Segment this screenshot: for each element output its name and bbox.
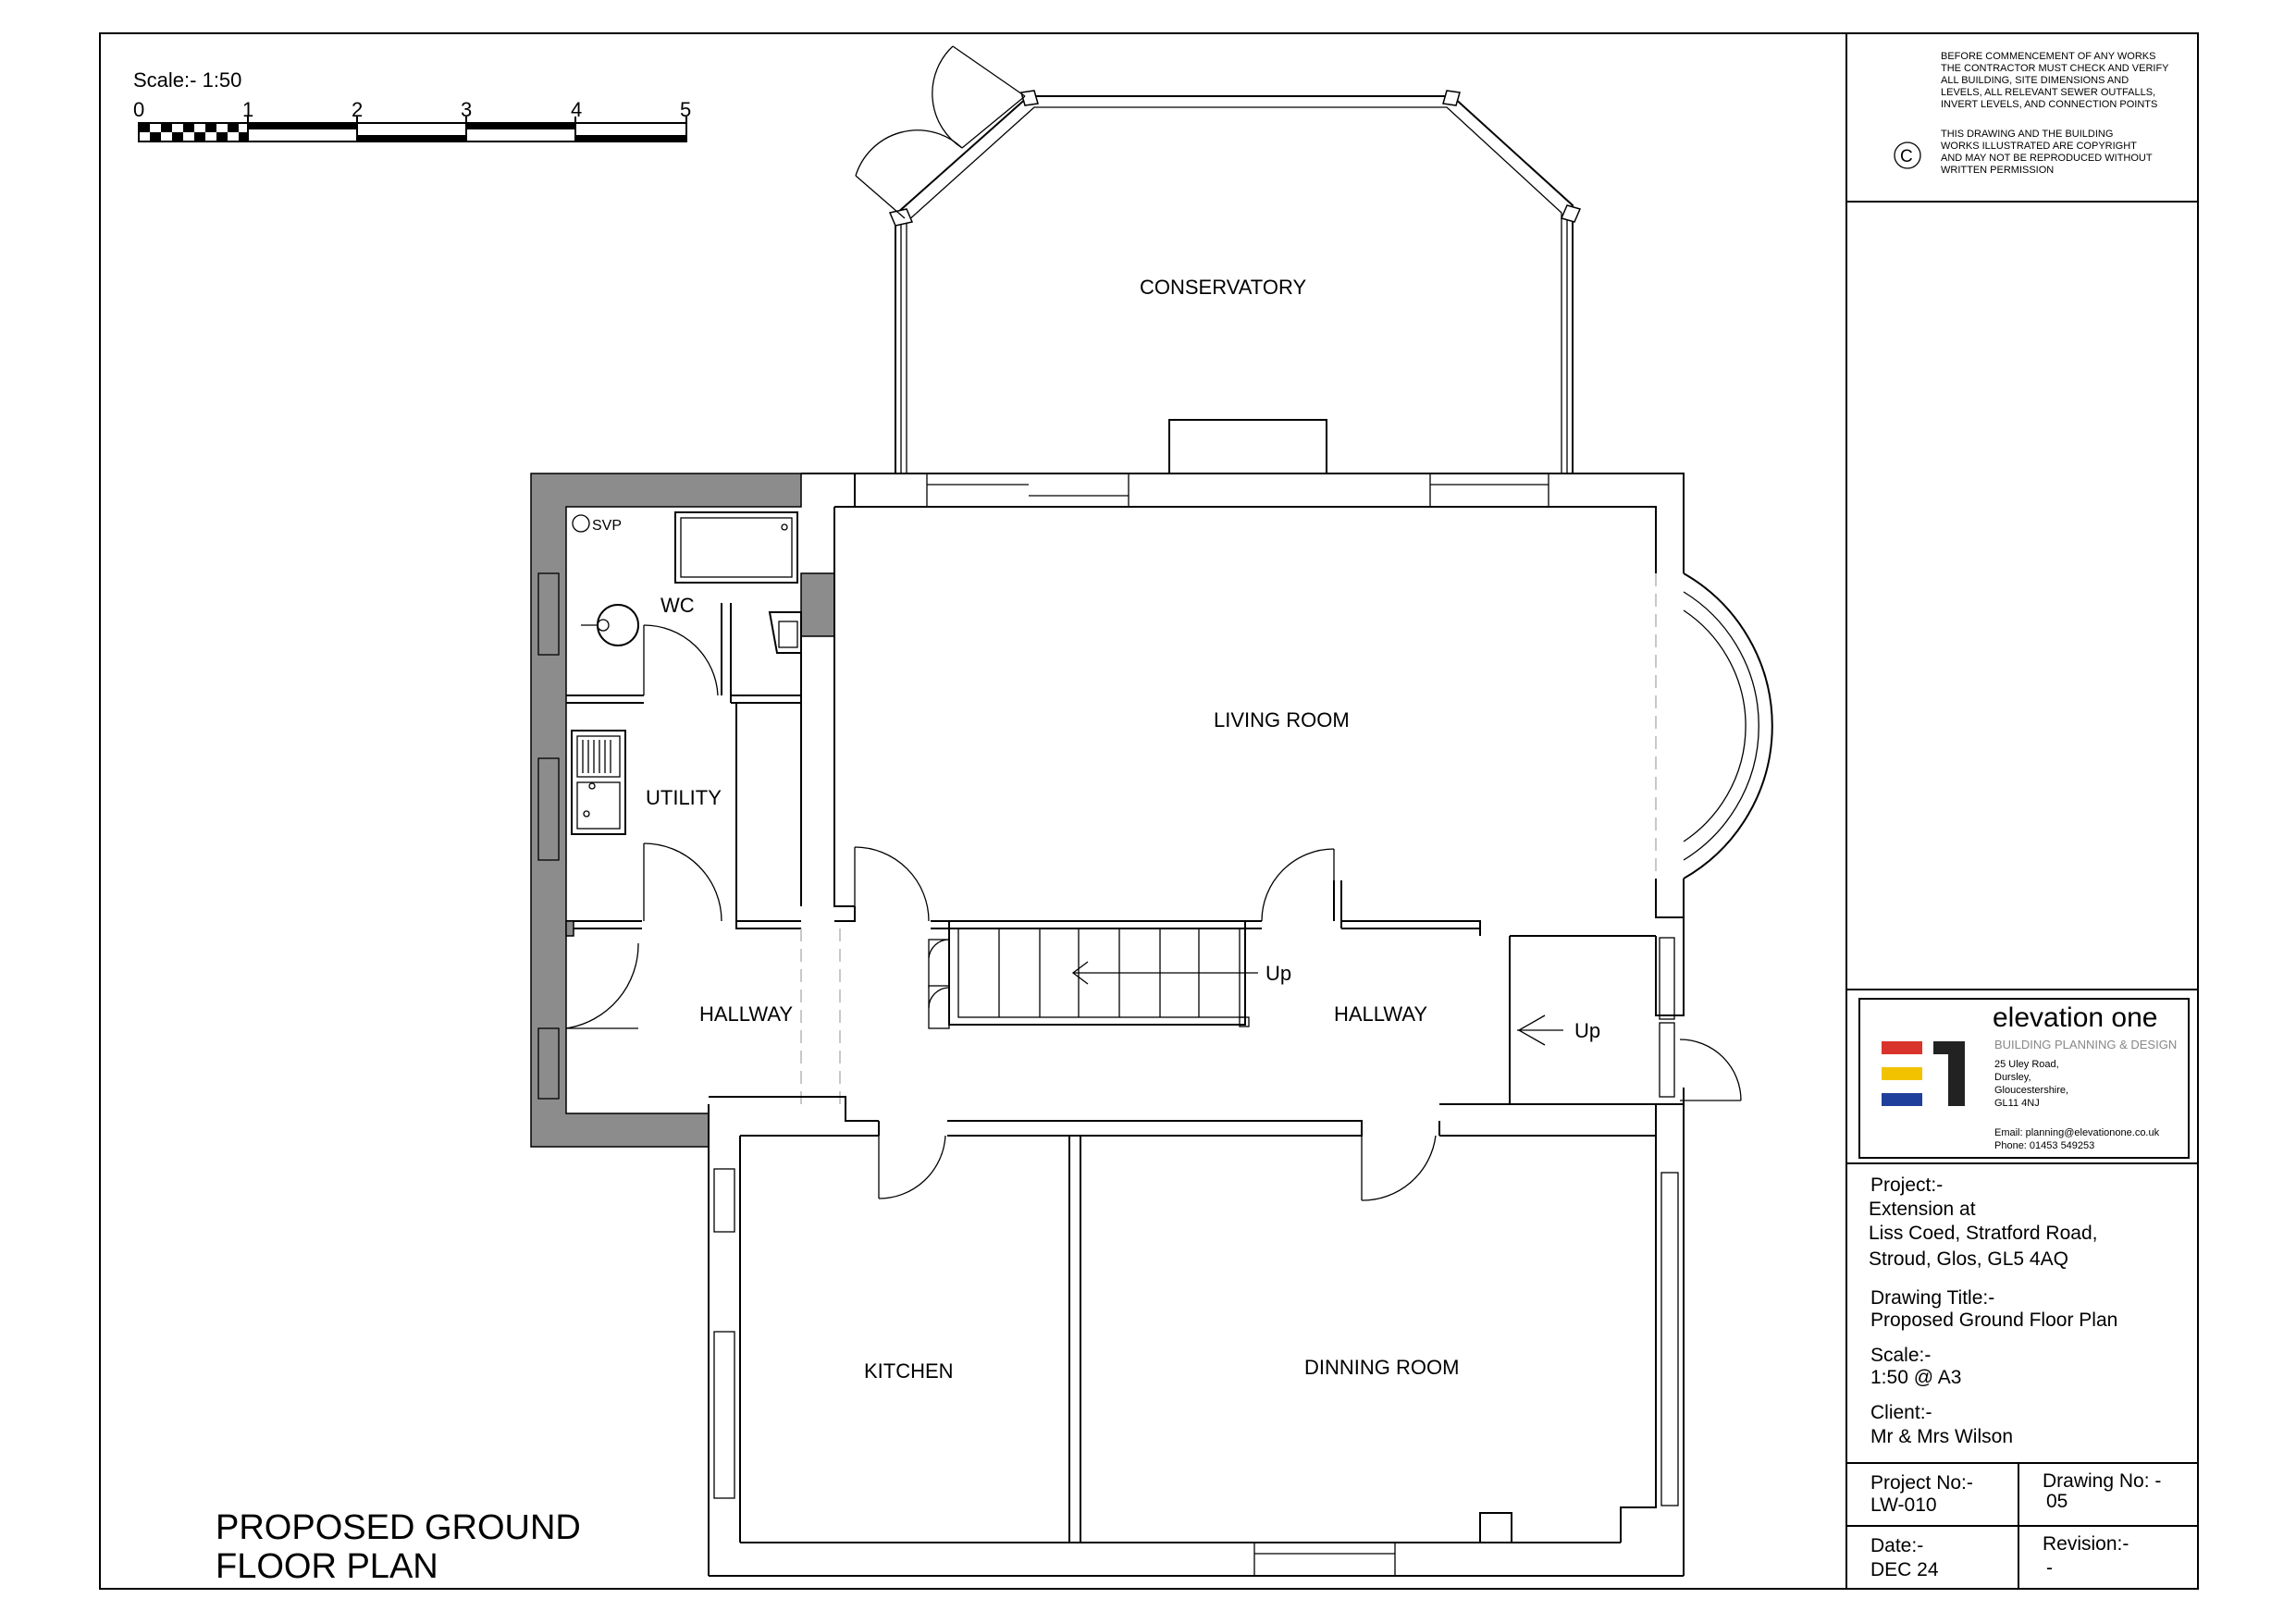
toilet-icon	[598, 605, 638, 646]
stair-up-label: Up	[1265, 962, 1292, 985]
company-tagline: BUILDING PLANNING & DESIGN	[1994, 1038, 2178, 1051]
drawing-title-line-2: FLOOR PLAN	[216, 1547, 438, 1586]
scale-label: Scale:-	[1870, 1345, 1932, 1366]
shower-tray-icon	[675, 512, 797, 583]
note-line: WORKS ILLUSTRATED ARE COPYRIGHT	[1941, 141, 2137, 152]
drawing-no-label: Drawing No: -	[2043, 1470, 2162, 1492]
room-label-living-room: LIVING ROOM	[1214, 708, 1350, 732]
scale-bar-label: Scale:- 1:50	[133, 68, 242, 92]
note-line: WRITTEN PERMISSION	[1941, 165, 2055, 176]
company-address-line: Dursley,	[1994, 1072, 2031, 1083]
copyright-symbol: C	[1900, 147, 1913, 166]
client-value: Mr & Mrs Wilson	[1870, 1426, 2013, 1447]
date-value: DEC 24	[1870, 1559, 1939, 1580]
project-line: Liss Coed, Stratford Road,	[1869, 1223, 2098, 1244]
drawing-title-label: Drawing Title:-	[1870, 1287, 1995, 1309]
svp-icon	[573, 515, 589, 532]
utility-sink-icon	[572, 731, 625, 834]
staircase	[949, 921, 1291, 1027]
entrance-up-arrow	[1517, 1015, 1600, 1045]
entrance-porch	[1510, 936, 1741, 1104]
company-logo	[1882, 1041, 1965, 1106]
room-label-hallway-right: HALLWAY	[1334, 1002, 1428, 1026]
project-line: Stroud, Glos, GL5 4AQ	[1869, 1248, 2068, 1270]
note-line: THIS DRAWING AND THE BUILDING	[1941, 129, 2114, 140]
title-block	[1869, 1174, 2161, 1580]
note-line: THE CONTRACTOR MUST CHECK AND VERIFY	[1941, 63, 2169, 74]
note-line: ALL BUILDING, SITE DIMENSIONS AND	[1941, 75, 2129, 86]
company-name: elevation one	[1993, 1002, 2158, 1033]
company-phone: Phone: 01453 549253	[1994, 1140, 2095, 1151]
internal-walls	[566, 603, 1480, 1543]
drawing-no-value: 05	[2046, 1491, 2068, 1512]
room-label-kitchen: KITCHEN	[864, 1359, 954, 1383]
project-label: Project:-	[1870, 1174, 1944, 1196]
scale-tick-0: 0	[133, 98, 145, 121]
room-label-utility: UTILITY	[646, 786, 722, 809]
scale-value: 1:50 @ A3	[1870, 1367, 1962, 1388]
room-labels	[646, 594, 1459, 1383]
date-label: Date:-	[1870, 1535, 1924, 1556]
revision-label: Revision:-	[2043, 1533, 2129, 1555]
svp-label: SVP	[592, 518, 623, 534]
room-label-dining-room: DINNING ROOM	[1304, 1356, 1460, 1379]
scale-tick-3: 3	[461, 98, 473, 121]
scale-tick-4: 4	[571, 98, 583, 121]
drawing-title-value: Proposed Ground Floor Plan	[1870, 1309, 2118, 1331]
client-label: Client:-	[1870, 1402, 1932, 1423]
bay-window	[1656, 573, 1772, 879]
project-no-label: Project No:-	[1870, 1472, 1973, 1494]
conservatory	[856, 46, 1580, 473]
scale-tick-2: 2	[352, 98, 364, 121]
note-line: BEFORE COMMENCEMENT OF ANY WORKS	[1941, 51, 2156, 62]
company-block	[1859, 999, 2189, 1158]
revision-value: -	[2046, 1557, 2053, 1579]
room-label-conservatory: CONSERVATORY	[1140, 276, 1307, 299]
drawing-title-line-1: PROPOSED GROUND	[216, 1508, 581, 1547]
scale-tick-1: 1	[242, 98, 254, 121]
wash-basin-icon	[770, 612, 801, 653]
chimney-breast	[1169, 420, 1327, 473]
company-address-line: GL11 4NJ	[1994, 1098, 2040, 1109]
company-address-line: 25 Uley Road,	[1994, 1059, 2059, 1070]
notes-block	[1895, 51, 2169, 176]
note-line: LEVELS, ALL RELEVANT SEWER OUTFALLS,	[1941, 87, 2156, 98]
conservatory-french-doors	[856, 46, 1025, 218]
company-address-line: Gloucestershire,	[1994, 1085, 2069, 1096]
note-line: AND MAY NOT BE REPRODUCED WITHOUT	[1941, 153, 2153, 164]
scale-tick-5: 5	[680, 98, 692, 121]
company-email: Email: planning@elevationone.co.uk	[1994, 1127, 2160, 1138]
project-line: Extension at	[1869, 1199, 1976, 1220]
scale-bar	[133, 68, 691, 141]
project-no-value: LW-010	[1870, 1494, 1937, 1516]
entrance-up-label: Up	[1574, 1019, 1601, 1042]
room-label-hallway-left: HALLWAY	[699, 1002, 794, 1026]
room-label-wc: WC	[660, 594, 695, 617]
note-line: INVERT LEVELS, AND CONNECTION POINTS	[1941, 99, 2158, 110]
